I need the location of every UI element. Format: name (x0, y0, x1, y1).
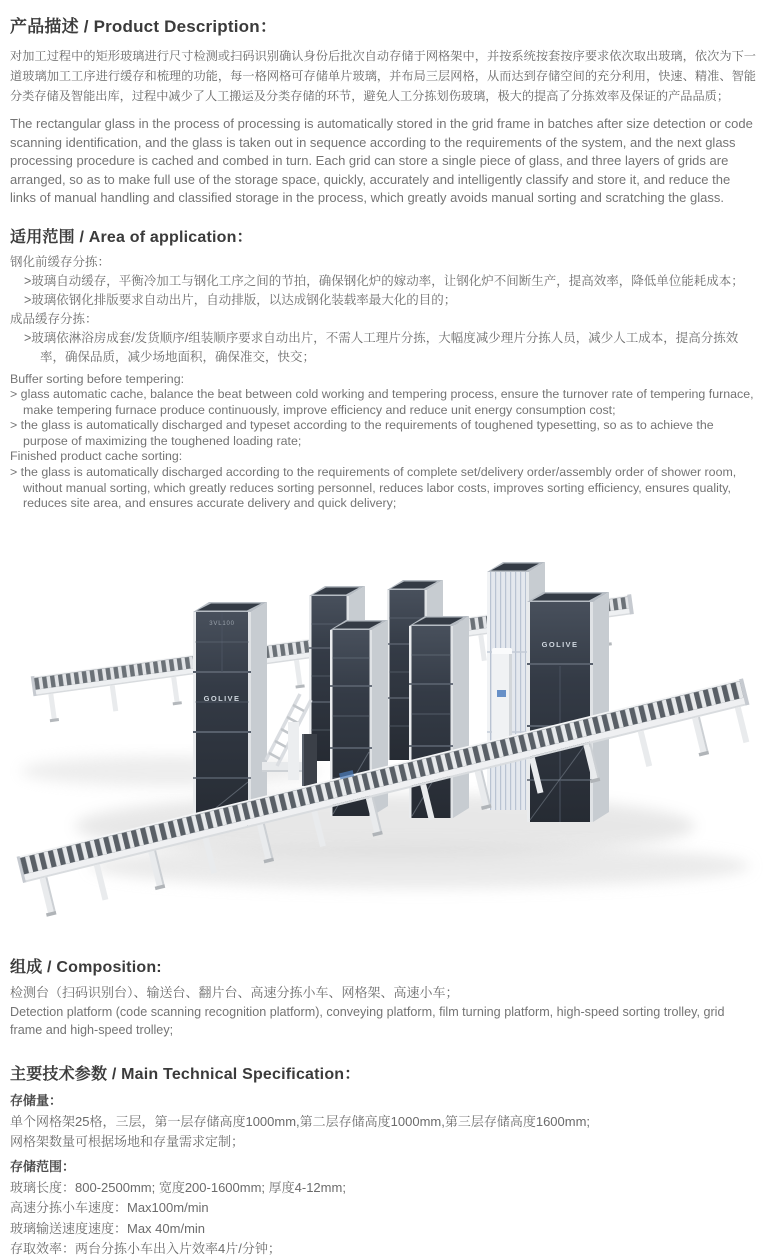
spec-line: 网格架数量可根据场地和存量需求定制； (10, 1134, 245, 1150)
application-en-item: > glass automatic cache, balance the beat between cold working and tempering process, ensure the turnover rate of tempering furnace, make tempering furnace produce continuously, improve efficiency and reduce unit energy consumption cost; (10, 387, 754, 417)
application-en-list (10, 372, 756, 512)
application-en-group-title: Finished product cache sorting: (10, 449, 183, 464)
spec-line: 单个网格架25格，三层，第一层存储高度1000mm,第二层存储高度1000mm,第三层存储高度1600mm; (10, 1113, 591, 1129)
product-description-en: The rectangular glass in the process of processing is automatically stored in the grid frame in batches after size detection or code scanning identification, and the glass is taken out in sequence according to the requirements of the system, and the next glass processing procedure is cached and combed in turn. Each grid can store a single piece of glass, and three layers of grids are arranged, so as to make full use of the storage space, quickly, accurately and intelligently classify and store it, and reduce the links of manual handling and classified storage in the process, which greatly avoids manual sorting and scratching the glass. (10, 116, 753, 205)
composition-cn: 检测台（扫码识别台）、输送台、翻片台、高速分拣小车、网格架、高速小车； (10, 984, 459, 1000)
product-description-heading: 产品描述 / Product Description： (10, 17, 278, 36)
application-heading: 适用范围 / Area of application： (10, 228, 253, 246)
application-cn-item: >玻璃依淋浴房成套/发货顺序/组装顺序要求自动出片，不需人工理片分拣，大幅度减少理片分拣人员，减少人工成本，提高分拣效率，确保品质，减少场地面积，确保准交，快交； (24, 330, 739, 364)
section-product-description (10, 12, 756, 208)
grid-tower-main (193, 602, 267, 826)
spec-group-title: 存储量： (10, 1092, 63, 1108)
application-en-group-title: Buffer sorting before tempering: (10, 371, 185, 386)
application-cn-group-title: 钢化前缓存分拣： (10, 254, 111, 269)
spec-line: 玻璃输送速度速度：Max 40m/min (10, 1220, 206, 1236)
spec-line: 玻璃长度：800-2500mm; 宽度200-1600mm; 厚度4-12mm; (10, 1179, 346, 1195)
specifications-heading: 主要技术参数 / Main Technical Specification： (10, 1065, 361, 1083)
application-cn-item: >玻璃自动缓存，平衡冷加工与钢化工序之间的节拍，确保钢化炉的嫁动率，让钢化炉不间断生产，提高效率，降低单位能耗成本； (24, 273, 744, 288)
application-en-item: > the glass is automatically discharged and typeset according to the requirements of toughened typesetting, so as to achieve the purpose of maximizing the toughened loading rate; (10, 418, 714, 448)
composition-en: Detection platform (code scanning recognition platform), conveying platform, film turning platform, high-speed sorting trolley, grid frame and high-speed trolley; (10, 1004, 725, 1037)
product-description-cn: 对加工过程中的矩形玻璃进行尺寸检测或扫码识别确认身份后批次自动存储于网格架中，并按系统按套按序要求依次取出玻璃，依次为下一道玻璃加工工序进行缓存和梳理的功能，每一格网格可存储单片玻璃，并布局三层网格，从而达到存储空间的充分利用，快速、精准、智能分类存储及智能出库，过程中减少了人工搬运及分类存储的环节，避免人工分拣划伤玻璃，极大的提高了分拣效率及保证的产品品质； (10, 49, 756, 103)
application-cn-item: >玻璃依钢化排版要求自动出片，自动排版，以达成钢化装载率最大化的目的； (24, 292, 457, 307)
spec-line: 高速分拣小车速度：Max100m/min (10, 1200, 209, 1216)
brand-label: GOLIVE (541, 639, 579, 649)
section-specifications (10, 1061, 756, 1259)
section-application (10, 224, 756, 512)
grid-tower (409, 616, 469, 818)
brand-label: GOLIVE (203, 693, 241, 703)
composition-heading: 组成 / Composition: (10, 958, 162, 976)
spec-group-title: 存储范围： (10, 1158, 76, 1174)
application-en-item: > the glass is automatically discharged according to the requirements of complete set/delivery order/assembly order of shower room, without manual sorting, which greatly reduces sorting personnel, reduces labor costs, improves sorting efficiency, ensures quality, reduces site area, and ensures accurate delivery and quick delivery; (10, 465, 737, 511)
section-composition (10, 954, 756, 1039)
model-label: 3VL100 (209, 620, 235, 627)
product-render (0, 526, 768, 936)
product-figure (0, 526, 768, 936)
spec-line: 存取效率：两台分拣小车出入片效率4片/分钟； (10, 1241, 281, 1257)
application-cn-list (10, 253, 756, 367)
application-cn-group-title: 成品缓存分拣： (10, 311, 98, 326)
